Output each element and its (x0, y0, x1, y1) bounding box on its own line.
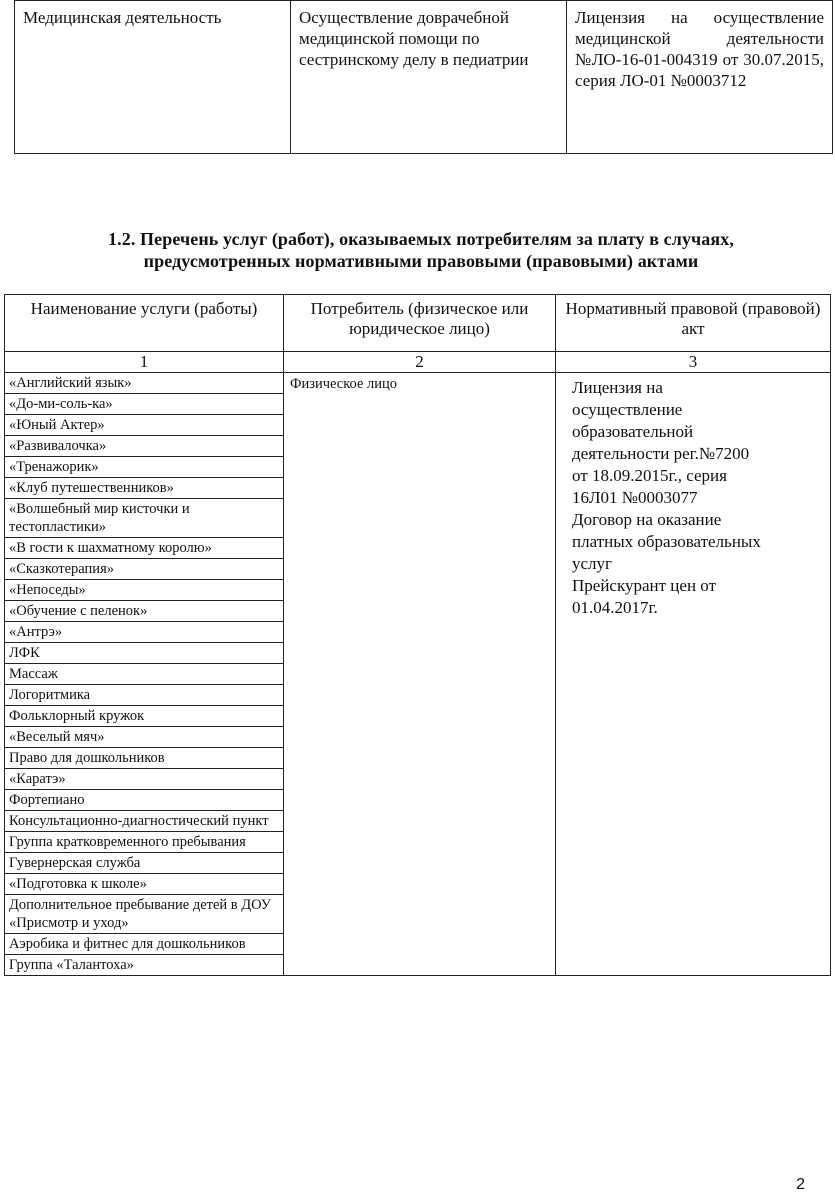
license-summary-table (14, 0, 833, 154)
service-name-cell: «Антрэ» (5, 622, 284, 643)
service-name-cell: «Веселый мяч» (5, 727, 284, 748)
legal-act-line: деятельности рег.№7200 (572, 444, 750, 463)
license-summary-row (15, 1, 833, 154)
legal-act-line: Прейскурант цен от (572, 576, 717, 595)
service-name-cell: Гувернерская служба (5, 853, 284, 874)
service-name-cell: Консультационно-диагностический пункт (5, 811, 284, 832)
service-name-cell: «Развивалочка» (5, 436, 284, 457)
table-row (5, 373, 831, 394)
description-cell: Осуществление доврачебной медицинской помощи по сестринскому делу в педиатрии (291, 1, 567, 154)
header-legal-act: Нормативный правовой (правовой) акт (556, 295, 831, 352)
column-number-row (5, 352, 831, 373)
column-number: 2 (284, 352, 556, 373)
page-number: 2 (796, 1176, 805, 1193)
section-title-line-2: предусмотренных нормативными правовыми (правовыми) актами (143, 251, 699, 271)
service-name-cell: Аэробика и фитнес для дошкольников (5, 934, 284, 955)
service-name-cell: Право для дошкольников (5, 748, 284, 769)
legal-act-line: образовательной (572, 422, 694, 441)
service-name-cell: «Английский язык» (5, 373, 284, 394)
service-name-cell: «Подготовка к школе» (5, 874, 284, 895)
legal-act-line: Договор на оказание (572, 510, 722, 529)
legal-act-line: Лицензия на (572, 378, 663, 397)
legal-act-line: платных образовательных (572, 532, 761, 551)
service-name-cell: Группа кратковременного пребывания (5, 832, 284, 853)
service-name-cell: Дополнительное пребывание детей в ДОУ «Присмотр и уход» (5, 895, 284, 934)
header-service-name: Наименование услуги (работы) (5, 295, 284, 352)
service-name-cell: «Тренажорик» (5, 457, 284, 478)
legal-act-cell (556, 373, 831, 976)
service-name-cell: «Сказкотерапия» (5, 559, 284, 580)
service-name-cell: ЛФК (5, 643, 284, 664)
column-number: 1 (5, 352, 284, 373)
service-name-cell: Фортепиано (5, 790, 284, 811)
service-name-cell: «Клуб путешественников» (5, 478, 284, 499)
service-name-cell: Логоритмика (5, 685, 284, 706)
service-name-cell: Массаж (5, 664, 284, 685)
legal-act-line: услуг (572, 554, 613, 573)
license-cell: Лицензия на осуществление медицинской деятельности №ЛО-16-01-004319 от 30.07.2015, серия ЛО-01 №0003712 (567, 1, 833, 154)
service-name-cell: Фольклорный кружок (5, 706, 284, 727)
service-name-cell: Группа «Талантоха» (5, 955, 284, 976)
paid-services-table (4, 294, 831, 976)
service-name-cell: «Обучение с пеленок» (5, 601, 284, 622)
service-name-cell: «Юный Актер» (5, 415, 284, 436)
header-row (5, 295, 831, 352)
legal-act-line: от 18.09.2015г., серия (572, 466, 727, 485)
service-name-cell: «Волшебный мир кисточки и тестопластики» (5, 499, 284, 538)
header-consumer: Потребитель (физическое или юридическое лицо) (284, 295, 556, 352)
legal-act-line: осуществление (572, 400, 683, 419)
section-title-line-1: 1.2. Перечень услуг (работ), оказываемых потребителям за плату в случаях, (108, 229, 734, 249)
activity-cell: Медицинская деятельность (15, 1, 291, 154)
section-title (26, 228, 816, 272)
service-name-cell: «Каратэ» (5, 769, 284, 790)
legal-act-line: 01.04.2017г. (572, 598, 658, 617)
service-name-cell: «В гости к шахматному королю» (5, 538, 284, 559)
consumer-cell: Физическое лицо (284, 373, 556, 976)
service-name-cell: «До-ми-соль-ка» (5, 394, 284, 415)
column-number: 3 (556, 352, 831, 373)
legal-act-line: 16Л01 №0003077 (572, 488, 698, 507)
service-name-cell: «Непоседы» (5, 580, 284, 601)
